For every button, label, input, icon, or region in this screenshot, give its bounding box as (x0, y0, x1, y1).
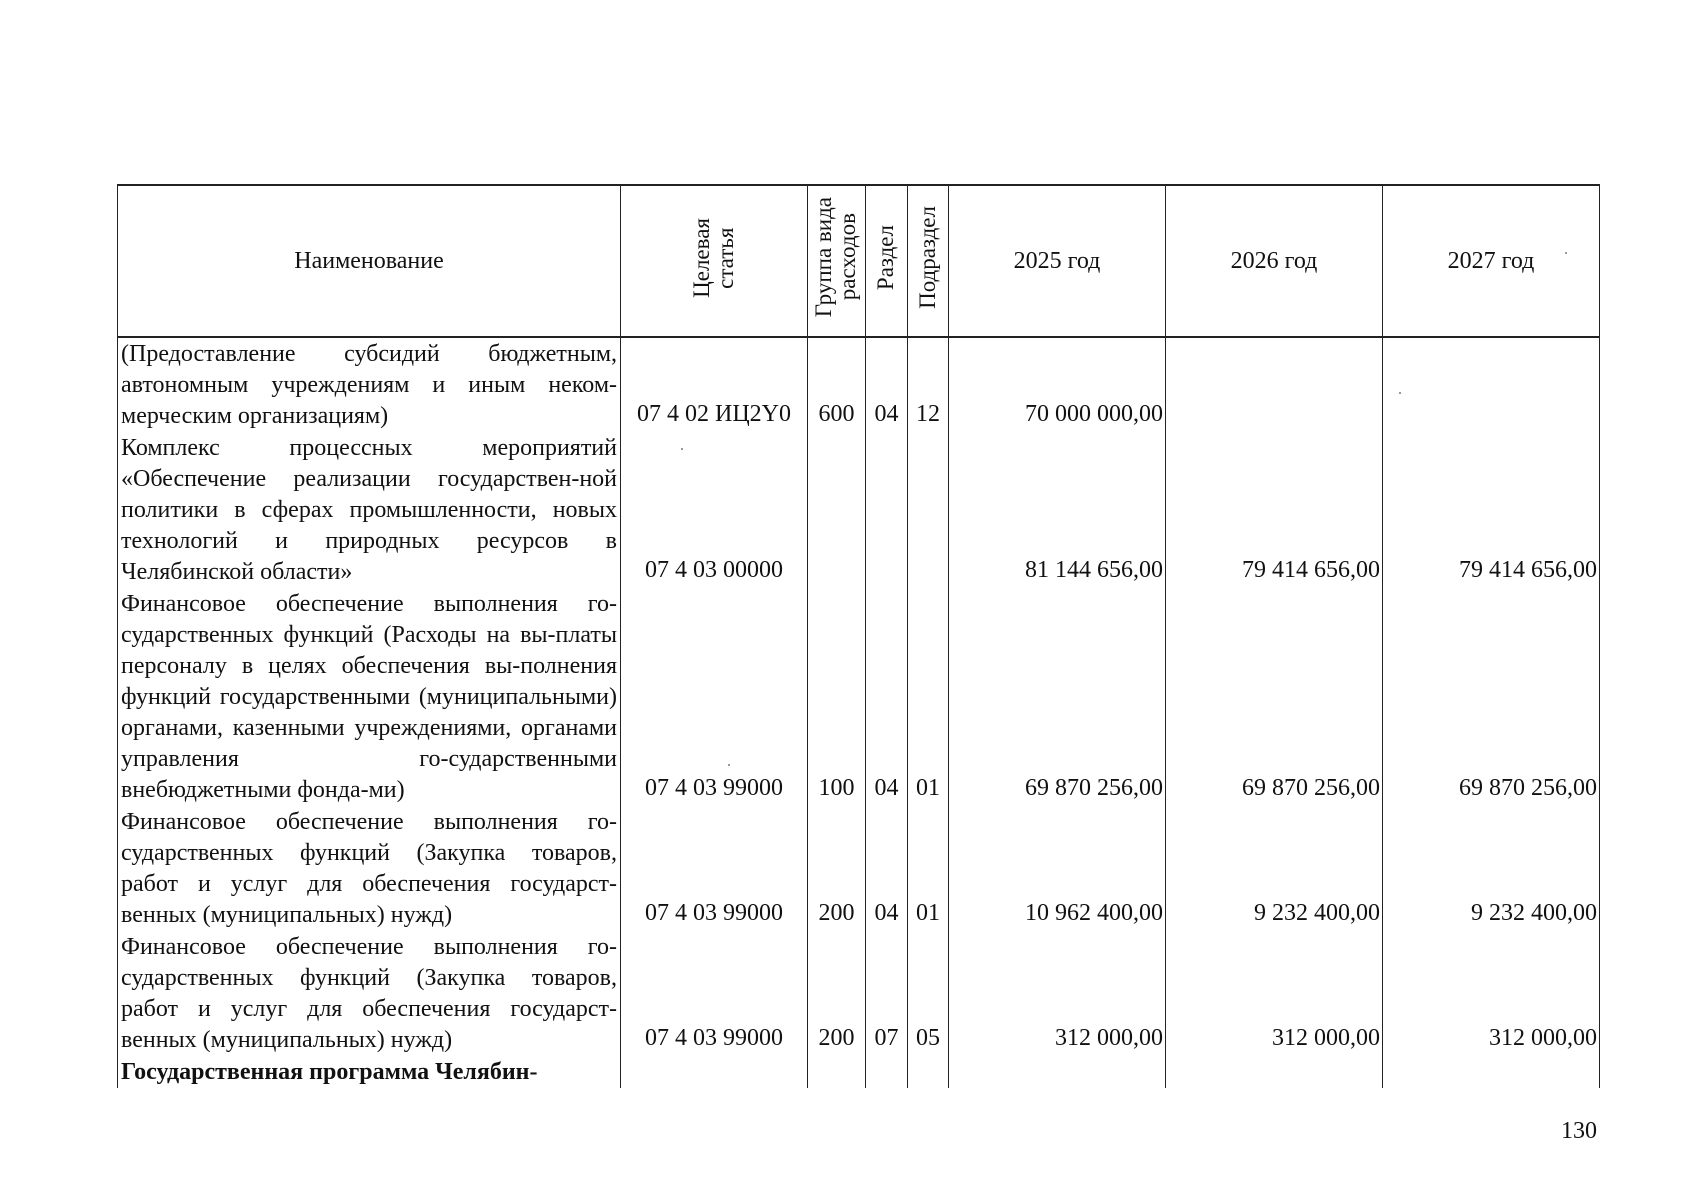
row-section: 04 (866, 588, 908, 806)
row-2026: 9 232 400,00 (1166, 806, 1383, 931)
row-subsection: 05 (908, 931, 949, 1056)
header-subsection-label: Подраздел (914, 206, 940, 309)
header-name: Наименование (118, 185, 621, 337)
scan-speck (1565, 252, 1567, 254)
row-section (866, 432, 908, 588)
row-2027: 9 232 400,00 (1383, 806, 1600, 931)
row-2025: 10 962 400,00 (949, 806, 1166, 931)
header-section (866, 185, 908, 337)
row-target-article: 07 4 02 ИЦ2Y0 (621, 337, 808, 432)
row-subsection (908, 432, 949, 588)
header-2026: 2026 год (1166, 185, 1383, 337)
row-2027: 69 870 256,00 (1383, 588, 1600, 806)
table-row (118, 588, 1600, 806)
row-subsection (908, 1056, 949, 1088)
page-number: 130 (1561, 1118, 1597, 1144)
row-2026 (1166, 337, 1383, 432)
table-row (118, 931, 1600, 1056)
row-name: Финансовое обеспечение выполнения го-сударственных функций (Расходы на вы-платы персоналу в целях обеспечения вы-полнения функций государственными (муниципальными) органами, казенными учреждениями, органами управления го-сударственными внебюджетными фонда-ми) (118, 588, 621, 806)
header-subsection (908, 185, 949, 337)
scan-speck (728, 764, 730, 766)
row-section: 04 (866, 337, 908, 432)
row-2027: 79 414 656,00 (1383, 432, 1600, 588)
header-2027: 2027 год (1383, 185, 1600, 337)
row-expense-group: 100 (808, 588, 866, 806)
row-section: 04 (866, 806, 908, 931)
row-2026: 69 870 256,00 (1166, 588, 1383, 806)
row-name: (Предоставление субсидий бюджетным, автономным учреждениям и иным неком-мерческим организациям) (118, 337, 621, 432)
row-expense-group (808, 1056, 866, 1088)
header-section-label: Раздел (873, 224, 899, 291)
row-2025: 81 144 656,00 (949, 432, 1166, 588)
row-section: 07 (866, 931, 908, 1056)
table-row (118, 1056, 1600, 1088)
row-subsection: 12 (908, 337, 949, 432)
row-2026: 312 000,00 (1166, 931, 1383, 1056)
scan-speck (681, 448, 683, 450)
row-target-article: 07 4 03 99000 (621, 588, 808, 806)
row-name: Финансовое обеспечение выполнения го-сударственных функций (Закупка товаров, работ и услуг для обеспечения государст-венных (муниципальных) нужд) (118, 931, 621, 1056)
row-2027: 312 000,00 (1383, 931, 1600, 1056)
row-2025: 312 000,00 (949, 931, 1166, 1056)
header-expense-group (808, 185, 866, 337)
row-name: Комплекс процессных мероприятий «Обеспечение реализации государствен-ной политики в сферах промышленности, новых технологий и природных ресурсов в Челябинской области» (118, 432, 621, 588)
row-expense-group: 600 (808, 337, 866, 432)
row-expense-group (808, 432, 866, 588)
row-expense-group: 200 (808, 806, 866, 931)
row-2025: 70 000 000,00 (949, 337, 1166, 432)
row-subsection: 01 (908, 806, 949, 931)
budget-table (117, 184, 1600, 1088)
row-2026: 79 414 656,00 (1166, 432, 1383, 588)
row-target-article: 07 4 03 99000 (621, 806, 808, 931)
row-target-article (621, 1056, 808, 1088)
row-target-article: 07 4 03 99000 (621, 931, 808, 1056)
row-expense-group: 200 (808, 931, 866, 1056)
row-2025: 69 870 256,00 (949, 588, 1166, 806)
header-target-article-label: Целевая статья (688, 217, 738, 298)
header-expense-group-label: Группа вида расходов (811, 197, 861, 318)
table-row (118, 806, 1600, 931)
row-target-article: 07 4 03 00000 (621, 432, 808, 588)
row-2027 (1383, 337, 1600, 432)
row-section (866, 1056, 908, 1088)
header-2025: 2025 год (949, 185, 1166, 337)
row-2027 (1383, 1056, 1600, 1088)
row-subsection: 01 (908, 588, 949, 806)
row-2026 (1166, 1056, 1383, 1088)
table-row (118, 432, 1600, 588)
header-row (118, 185, 1600, 337)
row-2025 (949, 1056, 1166, 1088)
row-name: Финансовое обеспечение выполнения го-сударственных функций (Закупка товаров, работ и услуг для обеспечения государст-венных (муниципальных) нужд) (118, 806, 621, 931)
scan-speck (1399, 392, 1401, 394)
header-target-article (621, 185, 808, 337)
table-row (118, 337, 1600, 432)
row-name: Государственная программа Челябин- (118, 1056, 621, 1088)
